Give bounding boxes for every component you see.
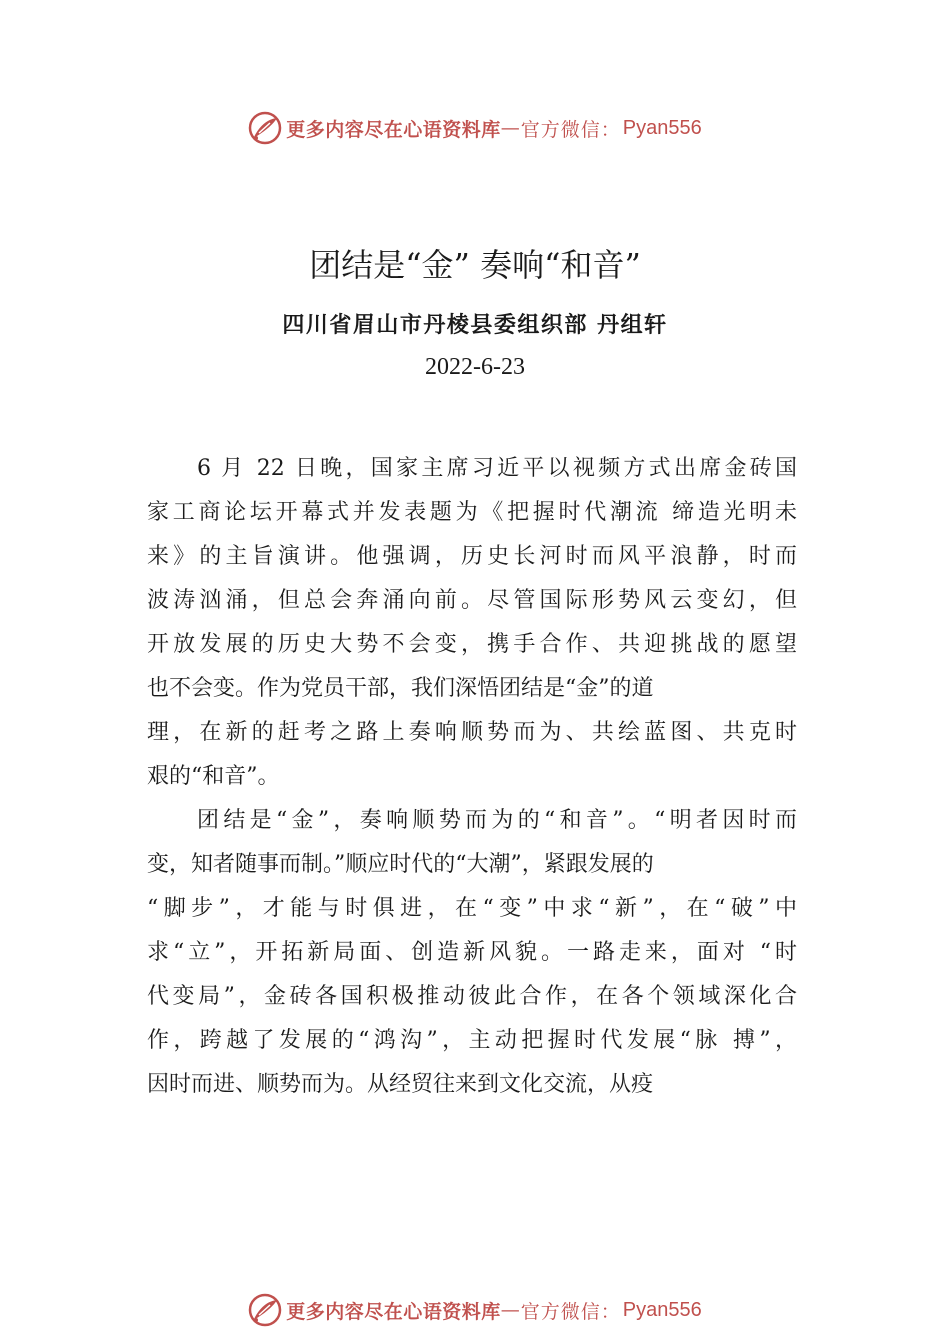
text-line: 来》的主旨演讲。他强调，历史长河时而风平浪静，时而 xyxy=(147,544,797,569)
text-line: 团结是“金”，奏响顺势而为的“和音”。“明者因时而 xyxy=(197,808,797,833)
text-line: 理，在新的赶考之路上奏响顺势而为、共绘蓝图、共克时 xyxy=(147,720,797,745)
text-line: 因时而进、顺势而为。从经贸往来到文化交流，从疫 xyxy=(147,1072,654,1097)
header-banner xyxy=(0,106,950,150)
banner-sub-text: 官方微信： xyxy=(520,1300,621,1323)
banner-dash: — xyxy=(500,117,521,139)
text-line: 6 月 22 日晚，国家主席习近平以视频方式出席金砖国 xyxy=(197,456,797,481)
article-title: 团结是“金” 奏响“和音” xyxy=(309,246,641,284)
pen-nib-logo-icon xyxy=(248,111,282,145)
banner-dash: — xyxy=(500,1299,521,1321)
text-line: 波涛汹涌，但总会奔涌向前。尽管国际形势风云变幻，但 xyxy=(147,588,797,613)
banner-wechat-id: Pyan556 xyxy=(622,1298,702,1321)
text-line: 作，跨越了发展的“鸿沟”，主动把握时代发展“脉 搏”， xyxy=(147,1028,797,1053)
paragraph-2 xyxy=(147,799,797,1107)
text-line: 变，知者随事而制。”顺应时代的“大潮”，紧跟发展的 xyxy=(147,852,654,877)
banner-wechat-id: Pyan556 xyxy=(622,116,702,139)
banner-main-text: 更多内容尽在心语资料库 xyxy=(286,1300,501,1323)
footer-banner xyxy=(0,1288,950,1332)
text-line: 也不会变。作为党员干部，我们深悟团结是“金”的道 xyxy=(147,676,654,701)
text-line: 代变局”，金砖各国积极推动彼此合作，在各个领域深化合 xyxy=(147,984,797,1009)
article-date: 2022-6-23 xyxy=(425,354,525,380)
text-line: “脚步”，才能与时俱进，在“变”中求“新”，在“破”中 xyxy=(147,896,797,921)
article-author: 四川省眉山市丹棱县委组织部 丹组轩 xyxy=(282,312,668,338)
text-line: 求“立”，开拓新局面、创造新风貌。一路走来，面对 “时 xyxy=(147,940,797,965)
text-line: 艰的“和音”。 xyxy=(147,764,280,789)
paragraph-1 xyxy=(147,447,797,799)
text-line: 家工商论坛开幕式并发表题为《把握时代潮流 缔造光明未 xyxy=(147,500,797,525)
text-line: 开放发展的历史大势不会变，携手合作、共迎挑战的愿望 xyxy=(147,632,797,657)
pen-nib-logo-icon xyxy=(248,1293,282,1327)
banner-main-text: 更多内容尽在心语资料库 xyxy=(286,118,501,141)
banner-sub-text: 官方微信： xyxy=(520,118,621,141)
